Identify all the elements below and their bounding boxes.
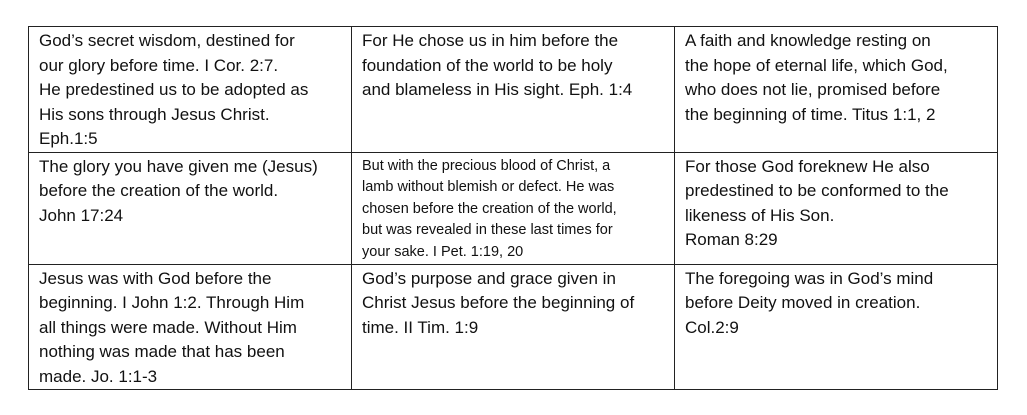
- table-row: [29, 152, 998, 264]
- cell-text: Jesus was with God before the beginning. I John 1:2. Through Him all things were made. Without Him nothing was made that has been made. Jo. 1:1-3: [39, 268, 305, 386]
- table-cell-r1-c2: [352, 27, 675, 153]
- table-cell-r3-c1: [29, 264, 352, 390]
- table-cell-r1-c1: [29, 27, 352, 153]
- table-cell-r3-c2: [352, 264, 675, 390]
- table-cell-r2-c2: [352, 152, 675, 264]
- table-cell-r1-c3: [675, 27, 998, 153]
- table-cell-r2-c3: [675, 152, 998, 264]
- cell-text: God’s secret wisdom, destined for our glory before time. I Cor. 2:7. He predestined us to be adopted as His sons through Jesus Christ. Eph.1:5: [39, 31, 309, 148]
- cell-text: For those God foreknew He also predestined to be conformed to the likeness of His Son. Roman 8:29: [685, 156, 949, 249]
- scripture-table: [28, 26, 998, 390]
- cell-text: But with the precious blood of Christ, a lamb without blemish or defect. He was chosen before the creation of the world, but was revealed in these last times for your sake. I Pet. 1:19, 20: [362, 157, 617, 260]
- table-cell-r3-c3: [675, 264, 998, 390]
- cell-text: God’s purpose and grace given in Christ Jesus before the beginning of time. II Tim. 1:9: [362, 268, 635, 337]
- cell-text: The foregoing was in God’s mind before Deity moved in creation. Col.2:9: [685, 268, 934, 337]
- table-row: [29, 264, 998, 390]
- cell-text: The glory you have given me (Jesus) before the creation of the world. John 17:24: [39, 156, 318, 225]
- cell-text: A faith and knowledge resting on the hope of eternal life, which God, who does not lie, promised before the beginning of time. Titus 1:1, 2: [685, 31, 948, 124]
- table-row: [29, 27, 998, 153]
- cell-text: For He chose us in him before the foundation of the world to be holy and blameless in His sight. Eph. 1:4: [362, 31, 633, 99]
- table-cell-r2-c1: [29, 152, 352, 264]
